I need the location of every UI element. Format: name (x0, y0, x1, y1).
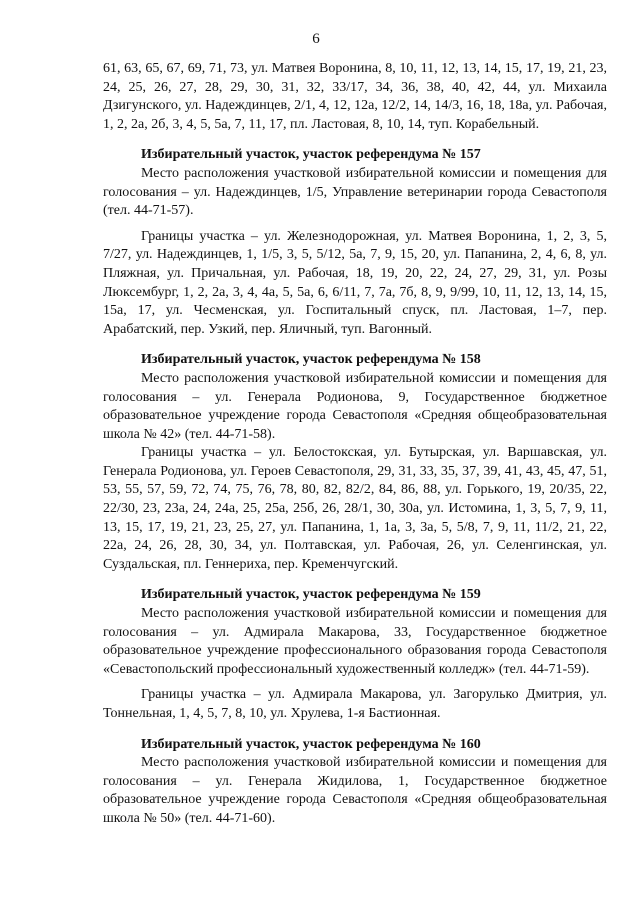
precinct-title: Избирательный участок, участок референдума № 158 (141, 352, 481, 368)
precinct-location: Место расположения участковой избирательной комиссии и помещения для голосования – ул. Адмирала Макарова, 33, Государственное бюджетное образовательное учреждение профессионального образования города Севастополя «Севастопольский профессиональный художественный колледж» (тел. 44-71-59). (103, 606, 607, 677)
precinct-location: Место расположения участковой избирательной комиссии и помещения для голосования – ул. Генерала Родионова, 9, Государственное бюджетное образовательное учреждение города Севастополя «Средняя общеобразовательная школа № 42» (тел. 44-71-58). (103, 370, 607, 442)
precinct-boundaries: Границы участка – ул. Белостокская, ул. Бутырская, ул. Варшавская, ул. Генерала Родионова, ул. Героев Севастополя, 29, 31, 33, 35, 37, 39, 41, 43, 45, 47, 51, 53, 55, 57, 59, 72, 74, 75, 76, 78, 80, 82, 82/2, 84, 86, 88, ул. Горького, 19, 20/35, 22, 22/30, 23, 23а, 24, 24а, 25, 25а, 25б, 26, 28/1, 30, 30а, ул. Истомина, 1, 3, 5, 7, 9, 11, 13, 15, 17, 19, 21, 23, 25, 27, ул. Папанина, 1, 1а, 3, 3а, 5, 5/8, 7, 9, 11, 11/2, 21, 22, 22а, 24, 26, 28, 30, 34, ул. Полтавская, ул. Рабочая, 26, ул. Селенгинская, ул. Суздальская, пл. Геннериха, пер. Кременчугский. (103, 445, 607, 572)
precinct-location: Место расположения участковой избирательной комиссии и помещения для голосования – ул. Надеждинцев, 1/5, Управление ветеринарии города Севастополя (тел. 44-71-57). (103, 165, 607, 219)
precinct-159 (103, 586, 607, 723)
precinct-location: Место расположения участковой избирательной комиссии и помещения для голосования – ул. Генерала Жидилова, 1, Государственное бюджетное образовательное учреждение города Севастополя «Средняя общеобразовательная школа № 50» (тел. 44-71-60). (103, 755, 607, 826)
precinct-title: Избирательный участок, участок референдума № 159 (141, 587, 481, 603)
page-number: 6 (312, 31, 320, 47)
precinct-158 (103, 351, 607, 574)
precinct-160 (103, 736, 607, 829)
precinct-boundaries: Границы участка – ул. Железнодорожная, ул. Матвея Воронина, 1, 2, 3, 5, 7/27, ул. Надеждинцев, 1, 1/5, 3, 5, 5/12, 5а, 7, 9, 15, 20, ул. Папанина, 2, 4, 6, 8, ул. Пляжная, ул. Причальная, ул. Рабочая, 18, 19, 20, 22, 24, 27, 29, 31, ул. Розы Люксембург, 1, 2, 2а, 3, 4, 4а, 5, 5а, 6, 6/11, 7, 7а, 7б, 8, 9, 9/99, 10, 11, 12, 13, 14, 15, 15а, 17, ул. Чесменская, ул. Госпитальный спуск, пл. Ластовая, 1–7, пер. Арабатский, пер. Узкий, пер. Яличный, туп. Вагонный. (103, 228, 607, 337)
precinct-boundaries: Границы участка – ул. Адмирала Макарова, ул. Загорулько Дмитрия, ул. Тоннельная, 1, 4, 5, 7, 8, 10, ул. Хрулева, 1-я Бастионная. (103, 687, 607, 721)
precinct-157 (103, 146, 607, 339)
document-body (103, 60, 607, 829)
precinct-title: Избирательный участок, участок референдума № 160 (141, 736, 481, 752)
precinct-title: Избирательный участок, участок референдума № 157 (141, 147, 481, 163)
continued-boundaries-text: 61, 63, 65, 67, 69, 71, 73, ул. Матвея Воронина, 8, 10, 11, 12, 13, 14, 15, 17, 19, 21, 23, 24, 25, 26, 27, 28, 29, 30, 31, 32, 33/17, 34, 36, 38, 40, 42, 44, ул. Михаила Дзигунского, ул. Надеждинцев, 2/1, 4, 12, 12а, 12/2, 14, 14/3, 16, 18, 18а, ул. Рабочая, 1, 2, 2а, 2б, 3, 4, 5, 5а, 7, 11, 17, пл. Ластовая, 8, 10, 14, туп. Корабельный. (103, 61, 607, 132)
